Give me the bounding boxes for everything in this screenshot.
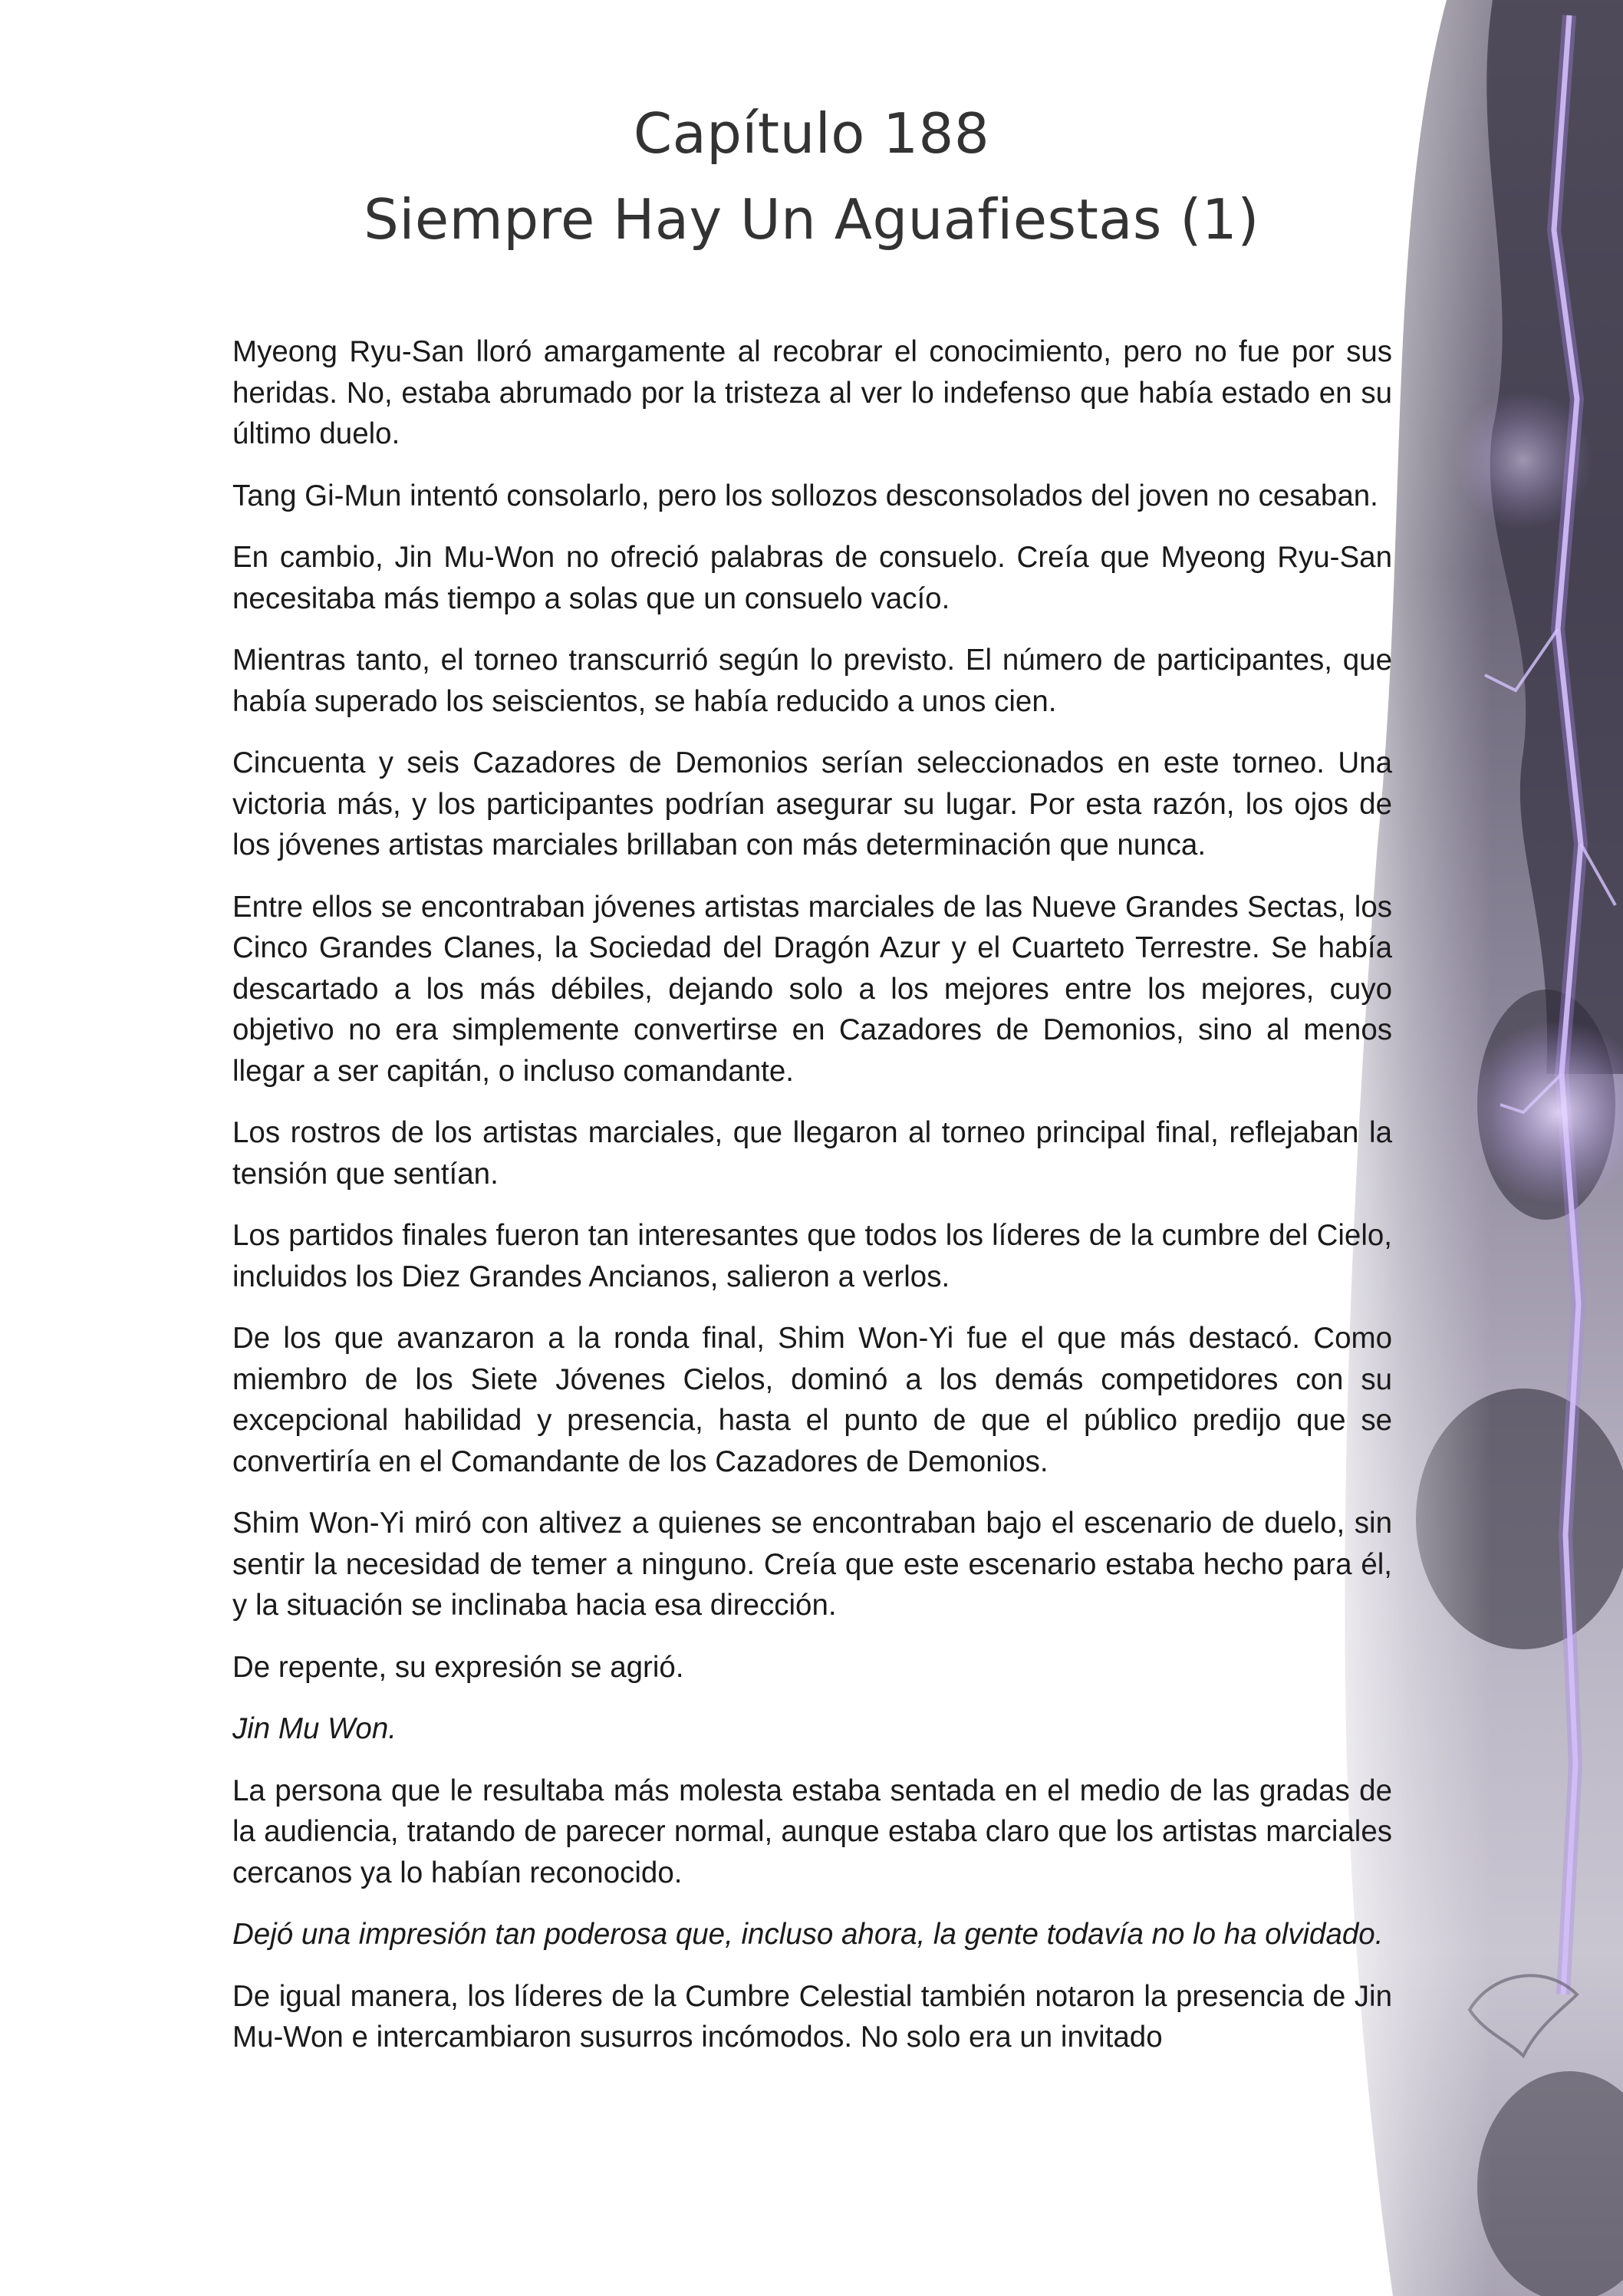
paragraph: Entre ellos se encontraban jóvenes artistas marciales de las Nueve Grandes Sectas, los Cinco Grandes Clanes, la Sociedad del Dragón Azur y el Cuarteto Terrestre. Se había descartado a los más débiles, dejando solo a los mejores entre los mejores, cuyo objetivo no era simplemente convertirse en Cazadores de Demonios, sino al menos llegar a ser capitán, o incluso comandante. <box>232 890 1392 1088</box>
paragraph: Tang Gi-Mun intentó consolarlo, pero los sollozos desconsolados del joven no cesaban. <box>232 479 1378 512</box>
chapter-heading <box>0 91 1623 262</box>
paragraph: Myeong Ryu-San lloró amargamente al recobrar el conocimiento, pero no fue por sus heridas. No, estaba abrumado por la tristeza al ver lo indefenso que había estado en su último duelo. <box>232 335 1392 450</box>
paragraph: Dejó una impresión tan poderosa que, incluso ahora, la gente todavía no lo ha olvidado. <box>232 1918 1384 1951</box>
paragraph: Los partidos finales fueron tan interesantes que todos los líderes de la cumbre del Cielo, incluidos los Diez Grandes Ancianos, salieron a verlos. <box>232 1219 1392 1293</box>
chapter-number: Capítulo 188 <box>633 101 990 166</box>
paragraph: La persona que le resultaba más molesta estaba sentada en el medio de las gradas de la audiencia, tratando de parecer normal, aunque estaba claro que los artistas marciales cercanos ya lo habían reconocido. <box>232 1774 1392 1889</box>
paragraph: De repente, su expresión se agrió. <box>232 1650 684 1684</box>
paragraph: Shim Won-Yi miró con altivez a quienes se encontraban bajo el escenario de duelo, sin sentir la necesidad de temer a ninguno. Creía que este escenario estaba hecho para él, y la situación se inclinaba hacia esa dirección. <box>232 1507 1392 1622</box>
paragraph: Los rostros de los artistas marciales, que llegaron al torneo principal final, reflejaban la tensión que sentían. <box>232 1116 1392 1191</box>
chapter-subtitle: Siempre Hay Un Aguafiestas (1) <box>364 187 1259 252</box>
paragraph: En cambio, Jin Mu-Won no ofreció palabras de consuelo. Creía que Myeong Ryu-San necesitaba más tiempo a solas que un consuelo vacío. <box>232 541 1392 615</box>
body-text <box>232 331 1392 2079</box>
paragraph: Mientras tanto, el torneo transcurrió según lo previsto. El número de participantes, que había superado los seiscientos, se había reducido a unos cien. <box>232 644 1392 718</box>
paragraph: Jin Mu Won. <box>232 1712 397 1745</box>
paragraph: De igual manera, los líderes de la Cumbre Celestial también notaron la presencia de Jin Mu-Won e intercambiaron susurros incómodos. No solo era un invitado <box>232 1979 1392 2054</box>
paragraph: Cincuenta y seis Cazadores de Demonios serían seleccionados en este torneo. Una victoria más, y los participantes podrían asegurar su lugar. Por esta razón, los ojos de los jóvenes artistas marciales brillaban con más determinación que nunca. <box>232 746 1392 861</box>
paragraph: De los que avanzaron a la ronda final, Shim Won-Yi fue el que más destacó. Como miembro de los Siete Jóvenes Cielos, dominó a los demás competidores con su excepcional habilidad y presencia, hasta el punto de que el público predijo que se convertiría en el Comandante de los Cazadores de Demonios. <box>232 1322 1392 1478</box>
